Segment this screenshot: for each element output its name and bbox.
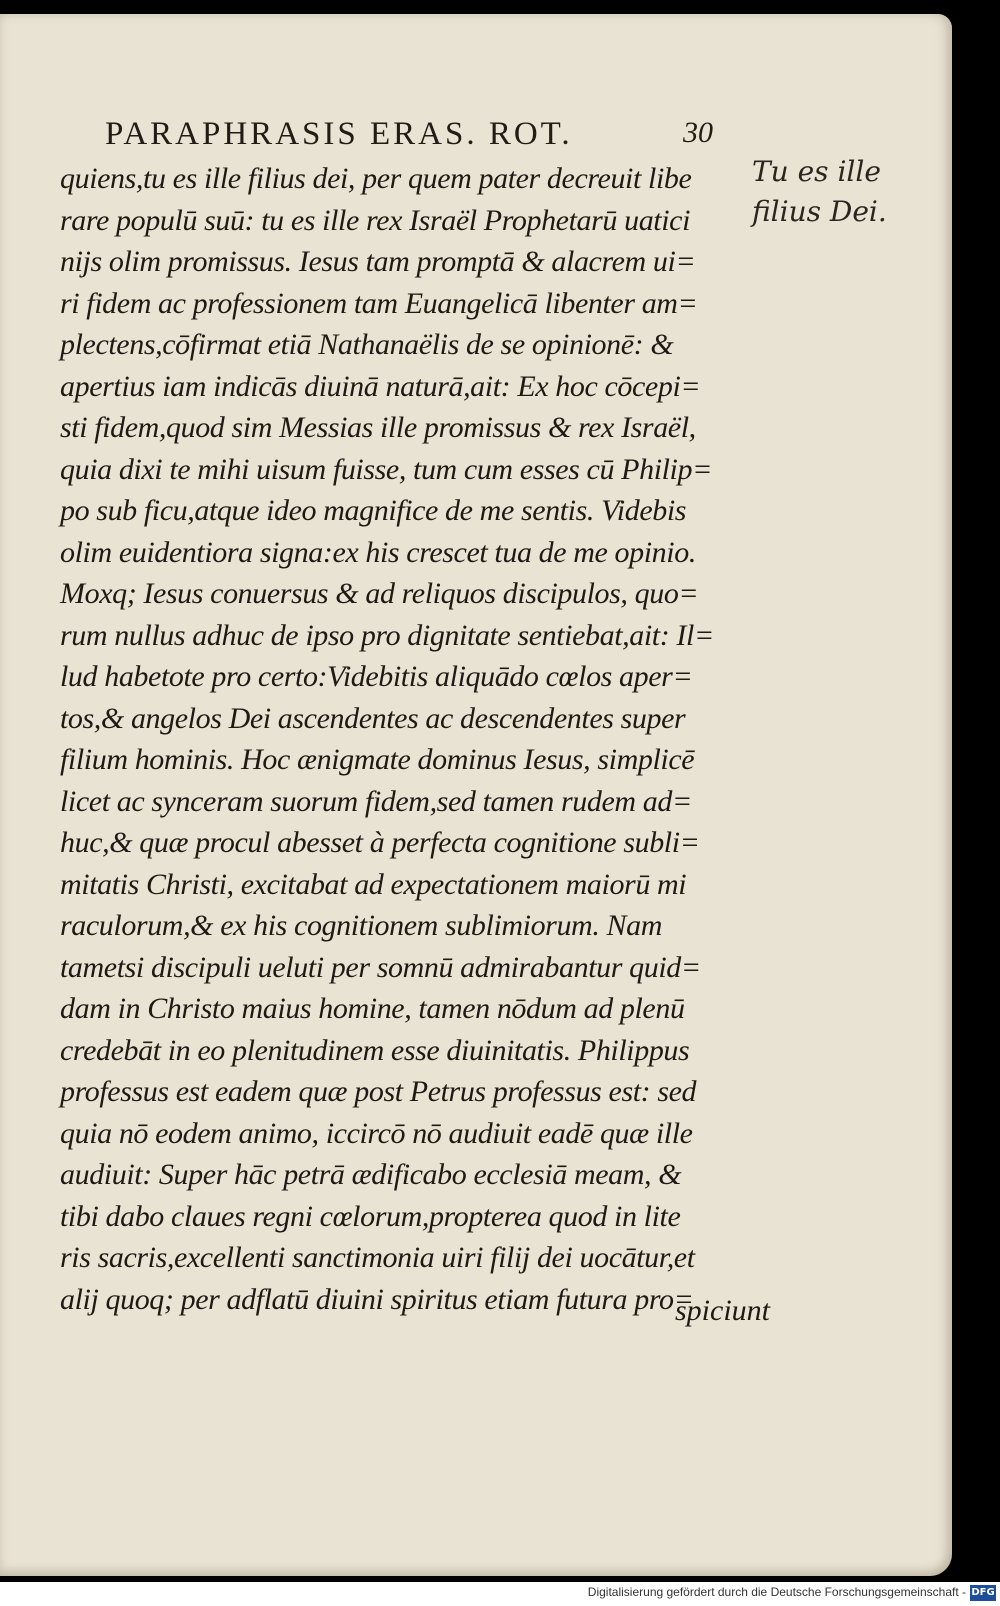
text-line: nijs olim promissus. Iesus tam promptā & alacrem ui= <box>60 245 696 278</box>
text-line: quia dixi te mihi uisum fuisse, tum cum esses cū Philip= <box>60 452 712 486</box>
running-title: PARAPHRASIS ERAS. ROT. <box>105 116 573 152</box>
text-line: raculorum,& ex his cognitionem sublimiorum. Nam <box>60 909 663 942</box>
footer-bar <box>0 1582 1000 1606</box>
text-line: professus est eadem quæ post Petrus professus est: sed <box>60 1075 697 1108</box>
text-line: rare populū suū: tu es ille rex Israël Prophetarū uatici <box>60 203 691 237</box>
text-line: audiuit: Super hāc petrā ædificabo ecclesiā meam, & <box>60 1158 682 1191</box>
text-line: dam in Christo maius homine, tamen nōdum ad plenū <box>60 992 685 1025</box>
text-line: po sub ficu,atque ideo magnifice de me sentis. Videbis <box>60 494 687 527</box>
text-line: licet ac synceram suorum fidem,sed tamen rudem ad= <box>60 784 692 818</box>
text-line: huc,& quæ procul abesset à perfecta cognitione subli= <box>60 826 700 859</box>
text-line: lud habetote pro certo:Videbitis aliquādo cœlos aper= <box>60 660 693 693</box>
funding-credit: Digitalisierung gefördert durch die Deutsche Forschungsgemeinschaft - <box>587 1585 966 1599</box>
text-line: mitatis Christi, excitabat ad expectationem maiorū mi <box>60 867 687 901</box>
text-line: Moxq; Iesus conuersus & ad reliquos discipulos, quo= <box>60 577 699 610</box>
text-line: rum nullus adhuc de ipso pro dignitate sentiebat,ait: Il= <box>60 618 714 652</box>
book-page <box>0 14 952 1576</box>
text-line: sti fidem,quod sim Messias ille promissus & rex Israël, <box>60 411 696 444</box>
handwritten-marginal-note <box>752 152 942 232</box>
text-line: tibi dabo claues regni cœlorum,propterea quod in lite <box>60 1199 681 1233</box>
folio-number: 30 <box>683 116 713 149</box>
text-line: filium hominis. Hoc ænigmate dominus Iesus, simplicē <box>60 743 695 776</box>
marginal-note-line: Tu es ille <box>752 155 881 188</box>
text-line: olim euidentiora signa:ex his crescet tua de me opinio. <box>60 535 696 569</box>
text-line: tametsi discipuli ueluti per somnū admirabantur quid= <box>60 950 701 984</box>
catchword: spiciunt <box>675 1294 770 1327</box>
text-line: tos,& angelos Dei ascendentes ac descendentes super <box>60 701 686 735</box>
dfg-logo: DFG <box>970 1585 996 1601</box>
text-line: alij quoq; per adflatū diuini spiritus etiam futura pro= <box>60 1282 694 1316</box>
text-line: ris sacris,excellenti sanctimonia uiri filij dei uocātur,et <box>60 1241 695 1274</box>
text-line: plectens,cōfirmat etiā Nathanaëlis de se opinionē: & <box>60 328 674 361</box>
text-line: credebāt in eo plenitudinem esse diuinitatis. Philippus <box>60 1033 690 1067</box>
text-line: quiens,tu es ille filius dei, per quem pater decreuit libe <box>60 162 692 195</box>
text-line: quia nō eodem animo, iccircō nō audiuit eadē quæ ille <box>60 1116 693 1150</box>
text-line: apertius iam indicās diuinā naturā,ait: Ex hoc cōcepi= <box>60 369 701 403</box>
marginal-note-line: filius Dei. <box>752 195 887 228</box>
text-line: ri fidem ac professionem tam Euangelicā libenter am= <box>60 286 698 320</box>
body-text <box>60 158 740 1320</box>
